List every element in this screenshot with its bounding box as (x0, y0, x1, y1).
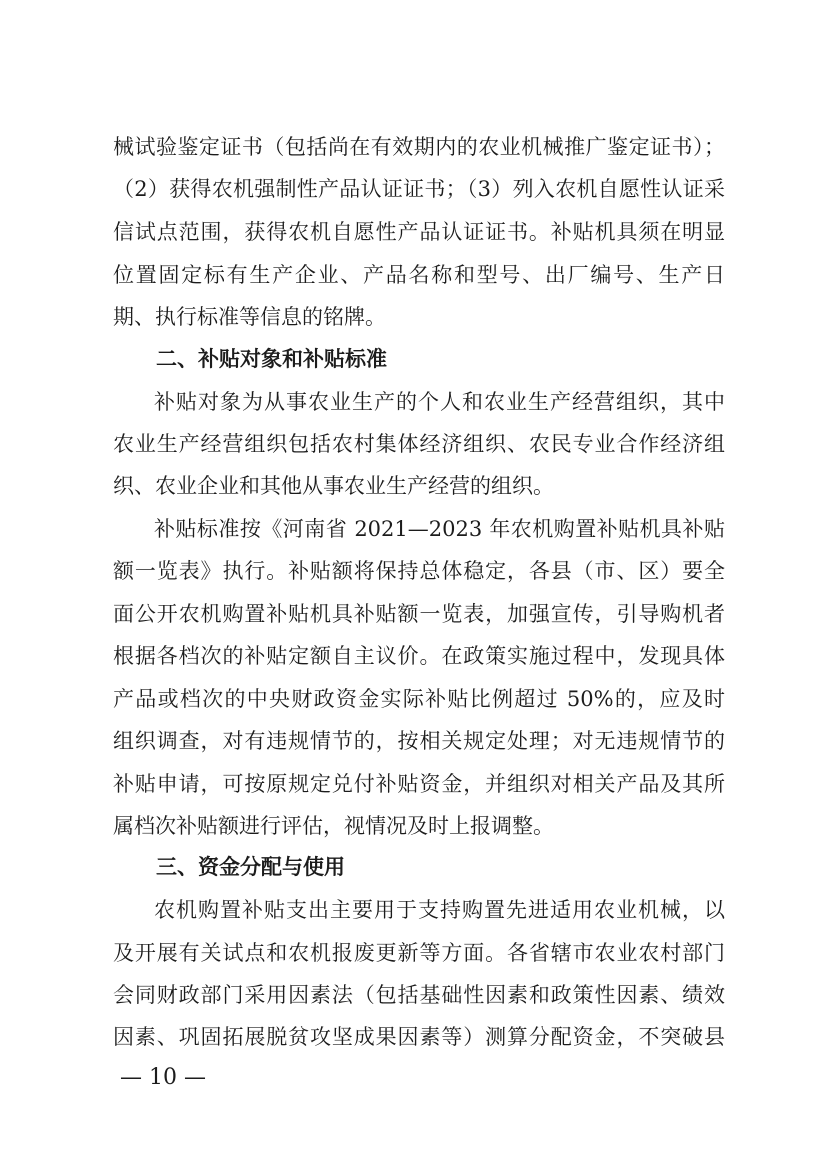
body-line: 额一览表》执行。补贴额将保持总体稳定，各县（市、区）要全 (113, 559, 725, 583)
body-line: 属档次补贴额进行评估，视情况及时上报调整。 (113, 814, 554, 838)
body-line: 产品或档次的中央财政资金实际补贴比例超过 50%的，应及时 (113, 687, 725, 711)
body-line: 补贴对象为从事农业生产的个人和农业生产经营组织，其中 (154, 390, 725, 414)
body-line: 补贴申请，可按原规定兑付补贴资金，并组织对相关产品及其所 (113, 772, 725, 796)
section-heading: 三、资金分配与使用 (156, 855, 345, 879)
body-line: 织、农业企业和其他从事农业生产经营的组织。 (113, 474, 554, 498)
section-heading: 二、补贴对象和补贴标准 (156, 347, 387, 371)
body-line: 信试点范围，获得农机自愿性产品认证证书。补贴机具须在明显 (113, 220, 725, 244)
body-line: （2）获得农机强制性产品认证证书；（3）列入农机自愿性认证采 (113, 177, 725, 201)
body-line: 因素、巩固拓展脱贫攻坚成果因素等）测算分配资金，不突破县 (113, 1025, 725, 1049)
body-line: 位置固定标有生产企业、产品名称和型号、出厂编号、生产日 (113, 263, 725, 287)
page-number: — 10 — (120, 1065, 206, 1090)
body-line: 及开展有关试点和农机报废更新等方面。各省辖市农业农村部门 (113, 941, 725, 965)
body-line: 面公开农机购置补贴机具补贴额一览表，加强宣传，引导购机者 (113, 602, 725, 626)
body-line: 农机购置补贴支出主要用于支持购置先进适用农业机械，以 (154, 898, 725, 922)
body-line: 会同财政部门采用因素法（包括基础性因素和政策性因素、绩效 (113, 983, 725, 1007)
body-line: 补贴标准按《河南省 2021—2023 年农机购置补贴机具补贴 (154, 517, 725, 541)
body-line: 根据各档次的补贴定额自主议价。在政策实施过程中，发现具体 (113, 644, 725, 668)
body-line: 期、执行标准等信息的铭牌。 (113, 305, 386, 329)
body-line: 械试验鉴定证书（包括尚在有效期内的农业机械推广鉴定证书）； (113, 135, 725, 159)
body-line: 组织调查，对有违规情节的，按相关规定处理；对无违规情节的 (113, 729, 725, 753)
body-line: 农业生产经营组织包括农村集体经济组织、农民专业合作经济组 (113, 432, 725, 456)
